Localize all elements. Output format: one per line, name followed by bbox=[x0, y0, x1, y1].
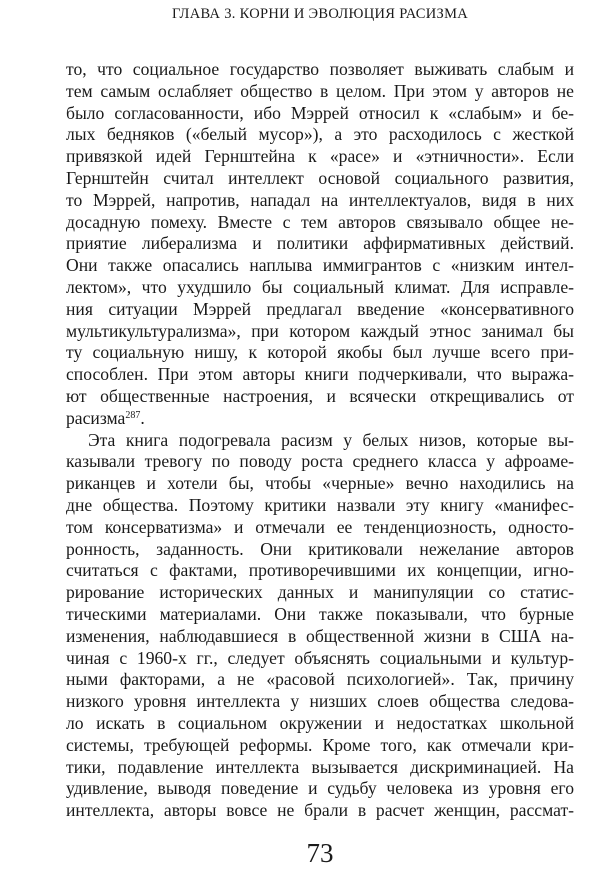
text-line: тем самым ослабляет общество в целом. При этом у авторов не bbox=[66, 80, 574, 101]
text-line: мультикультурализма», при котором каждый этнос занимал бы bbox=[66, 320, 574, 341]
punctuation: . bbox=[140, 407, 145, 428]
page-number: 73 bbox=[306, 838, 334, 868]
text-line: казывали тревогу по поводу роста среднего класса у афроаме- bbox=[66, 451, 574, 472]
footnote-ref[interactable]: 287 bbox=[125, 409, 141, 421]
text-line: системы, требующей реформы. Кроме того, как отмечали кри- bbox=[66, 734, 574, 755]
text-line: было согласованности, ибо Мэррей относил к «слабым» и бе- bbox=[66, 102, 574, 123]
text-line: Гернштейн считал интеллект основой социального развития, bbox=[66, 167, 574, 188]
text-line: рирование исторических данных и манипуляции со статис- bbox=[66, 582, 574, 603]
text-line: лых бедняков («белый мусор»), а это расходилось с жесткой bbox=[66, 124, 574, 145]
paragraph bbox=[66, 430, 574, 822]
text-line: том консерватизма» и отмечали ее тенденциозность, односто- bbox=[66, 516, 574, 537]
text-line: низкого уровня интеллекта у низших слоев общества следова- bbox=[66, 691, 574, 712]
text-line: досадную помеху. Вместе с тем авторов связывало общее не- bbox=[66, 211, 574, 232]
text-line: то Мэррей, напротив, нападал на интеллектуалов, видя в них bbox=[66, 189, 574, 210]
text-line: Эта книга подогревала расизм у белых низов, которые вы- bbox=[88, 429, 574, 450]
paragraph bbox=[66, 59, 574, 430]
text-line: ния ситуации Мэррей предлагал введение «консервативного bbox=[66, 298, 574, 319]
text-line: чиная с 1960-х гг., следует объяснять социальными и культур- bbox=[66, 647, 574, 668]
text-line: дне общества. Поэтому критики назвали эту книгу «манифес- bbox=[66, 494, 574, 515]
text-line: риканцев и хотели бы, чтобы «черные» вечно находились на bbox=[66, 473, 574, 494]
text-line: ло искать в социальном окружении и недостатках школьной bbox=[66, 712, 574, 733]
text-line: способлен. При этом авторы книги подчеркивали, что выража- bbox=[66, 364, 574, 385]
text-line: удивление, выводя поведение и судьбу человека из уровня его bbox=[66, 778, 574, 799]
text-line: ту социальную нишу, к которой якобы был лучше всего при- bbox=[66, 342, 574, 363]
text-line: тики, подавление интеллекта вызывается дискриминацией. На bbox=[66, 756, 574, 777]
text-line: Они также опасались наплыва иммигрантов с «низким интел- bbox=[66, 255, 574, 276]
text-line: изменения, наблюдавшиеся в общественной жизни в США на- bbox=[66, 625, 574, 646]
text-line bbox=[66, 408, 574, 430]
text-line: считаться с фактами, противоречившими их концепции, игно- bbox=[66, 560, 574, 581]
text-line: лектом», что ухудшило бы социальный климат. Для исправле- bbox=[66, 276, 574, 297]
text-line: ронность, заданность. Они критиковали нежелание авторов bbox=[66, 538, 574, 559]
text-line: ют общественные настроения, и всячески открещивались от bbox=[66, 385, 574, 406]
text-line: то, что социальное государство позволяет выживать слабым и bbox=[66, 59, 574, 79]
text-line: привязкой идей Гернштейна к «расе» и «этничности». Если bbox=[66, 146, 574, 167]
text-line: приятие либерализма и политики аффирмативных действий. bbox=[66, 233, 574, 254]
running-header: ГЛАВА 3. КОРНИ И ЭВОЛЮЦИЯ РАСИЗМА bbox=[171, 6, 469, 22]
text-line-content: расизма bbox=[66, 407, 126, 428]
text-line: интеллекта, авторы вовсе не брали в расчет женщин, рассмат- bbox=[66, 800, 574, 821]
text-line: ными факторами, а не «расовой психологией». Так, причину bbox=[66, 669, 574, 690]
page-body bbox=[66, 59, 574, 822]
text-line: тическими материалами. Они также показывали, что бурные bbox=[66, 603, 574, 624]
